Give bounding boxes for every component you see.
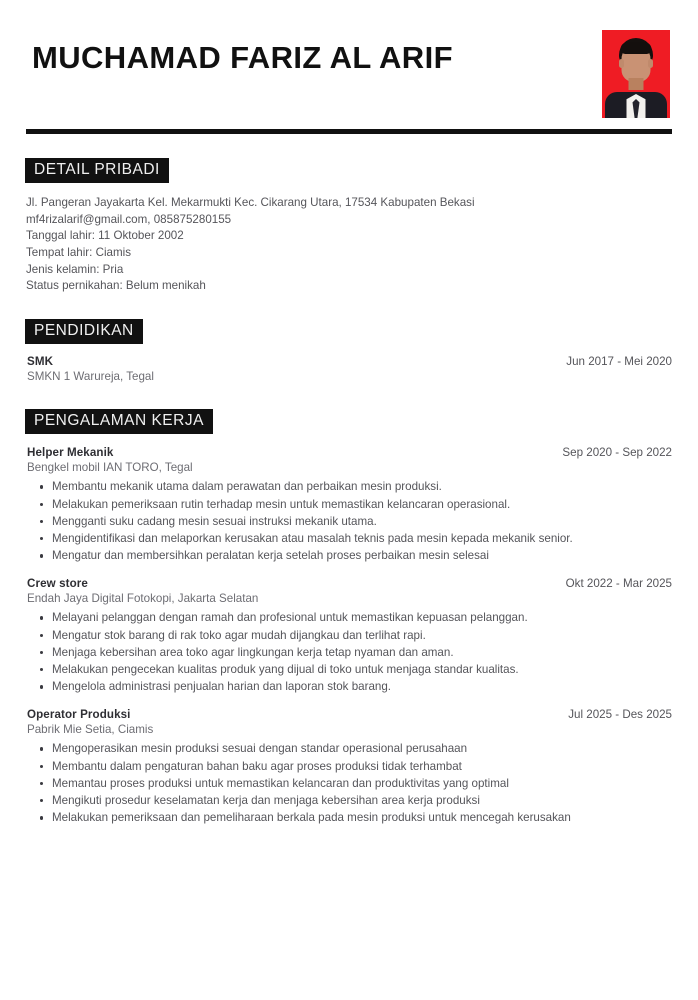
experience-date: Sep 2020 - Sep 2022 [562, 446, 672, 460]
education-institution: SMKN 1 Warureja, Tegal [27, 370, 154, 384]
experience-bullet: Membantu mekanik utama dalam perawatan dan perbaikan mesin produksi. [27, 478, 673, 495]
experience-job-title: Crew store [27, 577, 88, 591]
experience-entry [25, 708, 673, 826]
personal-details-list [25, 195, 673, 295]
page-title: MUCHAMAD FARIZ AL ARIF [32, 40, 453, 75]
experience-bullet: Membantu dalam pengaturan bahan baku agar proses produksi tidak terhambat [27, 758, 673, 775]
experience-bullet: Melakukan pengecekan kualitas produk yang dijual di toko untuk menjaga standar kualitas. [27, 661, 673, 678]
education-date: Jun 2017 - Mei 2020 [566, 355, 672, 369]
experience-date: Jul 2025 - Des 2025 [568, 708, 672, 722]
photo-ear-right [648, 59, 653, 68]
experience-bullet: Memantau proses produksi untuk memastikan kelancaran dan produktivitas yang optimal [27, 775, 673, 792]
section-heading-experience: PENGALAMAN KERJA [25, 409, 213, 434]
experience-bullet: Melakukan pemeriksaan dan pemeliharaan berkala pada mesin produksi untuk mencegah kerusakan [27, 809, 673, 826]
experience-company: Bengkel mobil IAN TORO, Tegal [27, 461, 193, 475]
section-education [25, 319, 673, 385]
profile-photo [602, 30, 670, 118]
personal-detail-line: Jl. Pangeran Jayakarta Kel. Mekarmukti Kec. Cikarang Utara, 17534 Kabupaten Bekasi [26, 196, 475, 210]
experience-entry [25, 577, 673, 695]
experience-entry-head [27, 577, 673, 590]
experience-company: Pabrik Mie Setia, Ciamis [27, 723, 154, 737]
resume-header [25, 0, 673, 118]
personal-detail-line: Tempat lahir: Ciamis [26, 246, 132, 260]
experience-bullet-list [27, 609, 673, 695]
section-work-experience [25, 409, 673, 826]
personal-detail-line: Jenis kelamin: Pria [26, 262, 124, 276]
experience-bullet: Melayani pelanggan dengan ramah dan profesional untuk memastikan kepuasan pelanggan. [27, 609, 673, 626]
photo-fringe [621, 42, 652, 54]
experience-date: Okt 2022 - Mar 2025 [565, 577, 672, 591]
experience-bullet: Menjaga kebersihan area toko agar lingkungan kerja tetap nyaman dan aman. [27, 644, 673, 661]
experience-job-title: Operator Produksi [27, 708, 131, 722]
education-title: SMK [27, 355, 54, 369]
experience-bullet: Mengikuti prosedur keselamatan kerja dan menjaga kebersihan area kerja produksi [27, 792, 673, 809]
experience-job-title: Helper Mekanik [27, 446, 114, 460]
personal-detail-line: Status pernikahan: Belum menikah [26, 279, 206, 293]
experience-bullet: Melakukan pemeriksaan rutin terhadap mesin untuk memastikan kelancaran operasional. [27, 496, 673, 513]
experience-entry [25, 446, 673, 564]
experience-bullet: Mengatur stok barang di rak toko agar mudah dijangkau dan terlihat rapi. [27, 627, 673, 644]
personal-detail-line: Tanggal lahir: 11 Oktober 2002 [26, 229, 184, 243]
education-entry-head [27, 355, 673, 368]
experience-entry-head [27, 708, 673, 721]
experience-bullet: Mengatur dan membersihkan peralatan kerja setelah proses perbaikan mesin selesai [27, 547, 673, 564]
experience-bullet: Mengidentifikasi dan melaporkan kerusakan atau masalah teknis pada mesin kepada mekanik senior. [27, 530, 673, 547]
section-heading-education: PENDIDIKAN [25, 319, 143, 344]
photo-ear-left [619, 59, 624, 68]
experience-entry-head [27, 446, 673, 459]
experience-bullet-list [27, 740, 673, 826]
personal-detail-line: mf4rizalarif@gmail.com, 085875280155 [26, 212, 232, 226]
section-heading-personal: DETAIL PRIBADI [25, 158, 169, 183]
section-personal-details [25, 158, 673, 295]
experience-bullet: Mengoperasikan mesin produksi sesuai dengan standar operasional perusahaan [27, 740, 673, 757]
education-entry [25, 355, 673, 385]
experience-bullet: Mengganti suku cadang mesin sesuai instruksi mekanik utama. [27, 513, 673, 530]
experience-company: Endah Jaya Digital Fotokopi, Jakarta Selatan [27, 592, 259, 606]
header-divider [26, 129, 672, 134]
experience-bullet-list [27, 478, 673, 564]
experience-bullet: Mengelola administrasi penjualan harian dan laporan stok barang. [27, 678, 673, 695]
photo-neck [629, 78, 644, 90]
